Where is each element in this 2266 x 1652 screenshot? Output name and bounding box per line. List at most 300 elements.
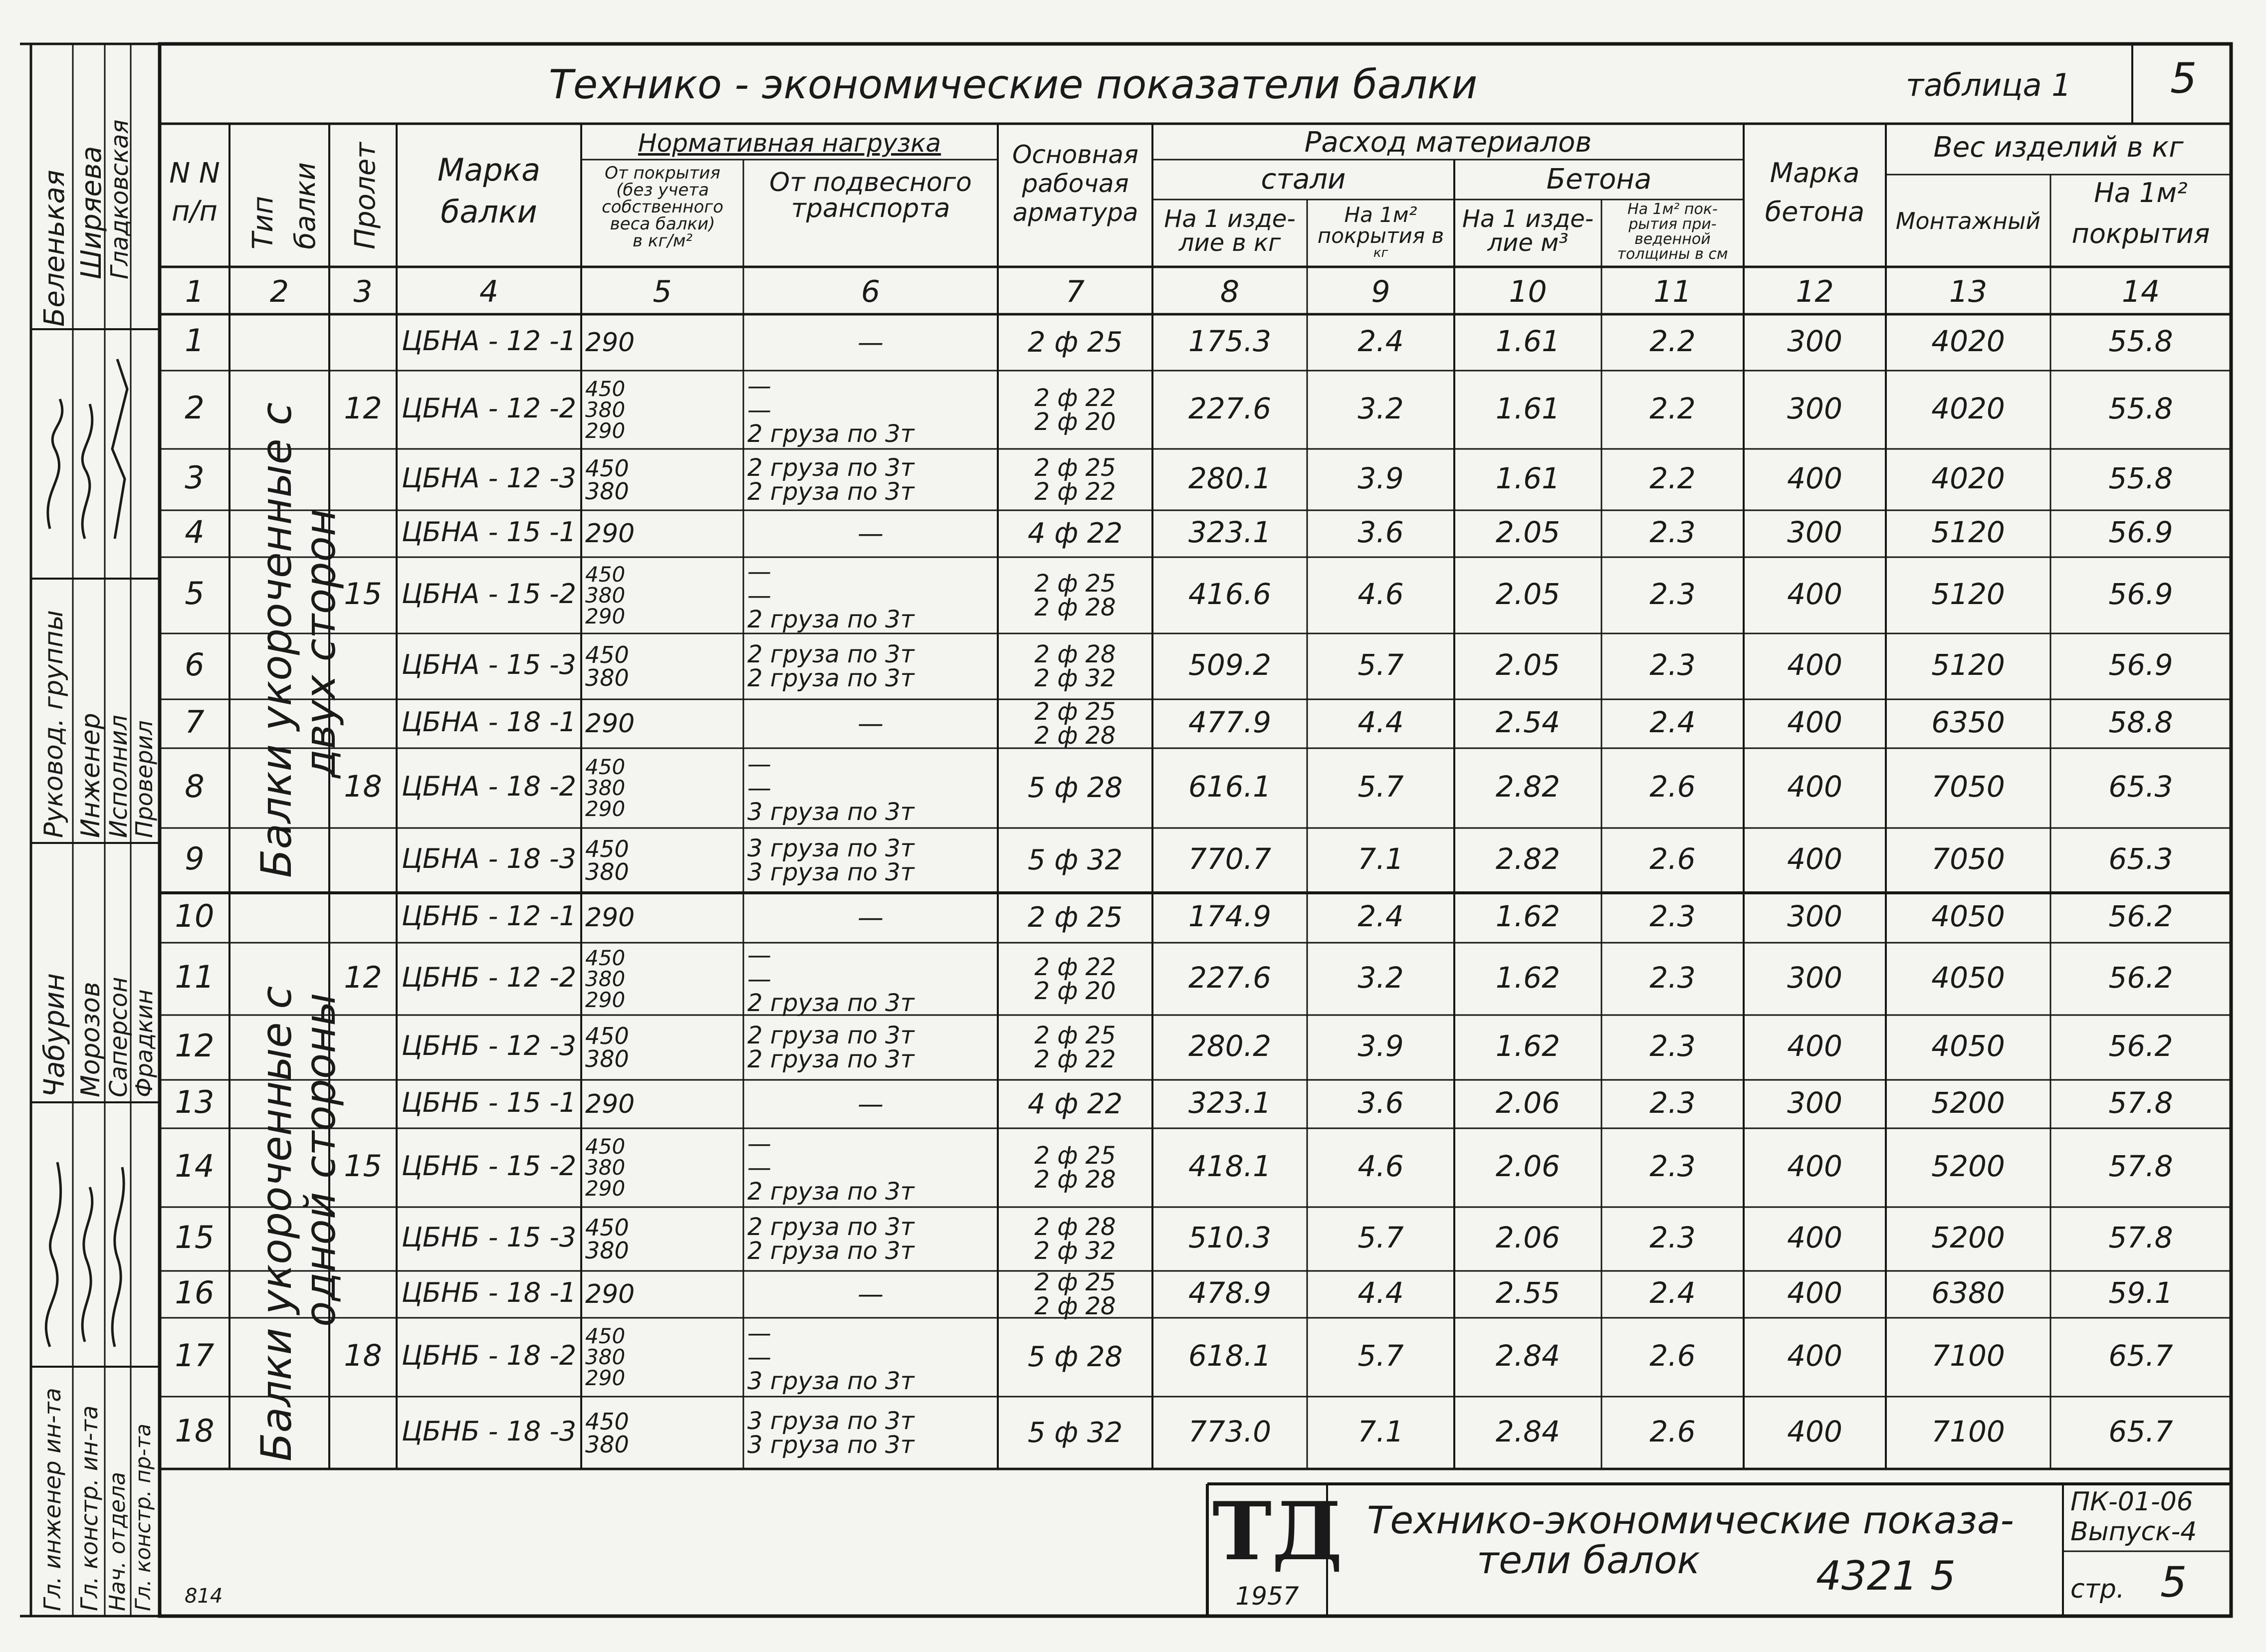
column-number-14: 14 [2121,274,2160,309]
row-rebar-line: 2 ф 25 [1027,326,1123,359]
sidebar-role-bottom-2: Гл. констр. ин-та [76,1405,103,1611]
row-rebar [1002,1131,1148,1204]
row-concrete-cm: 2.3 [1649,648,1696,682]
row-mark: ЦБНА - 18 -1 [401,706,577,738]
row-concrete-item: 1.61 [1495,391,1561,425]
row-rebar [1002,513,1148,554]
header-steel: стали [1261,163,1346,196]
table-label: таблица 1 [1906,67,2071,103]
row-transport-line: 2 груза по 3т [747,1045,914,1073]
row-load-line: 380 [585,583,626,608]
row-weight-m2: 56.2 [2108,1029,2173,1063]
signature-3 [112,359,127,539]
row-grade: 400 [1787,1339,1842,1373]
row-rebar-line: 2 ф 28 [1034,593,1116,621]
row-rebar-line: 2 ф 22 [1034,953,1116,981]
row-steel-m2: 3.6 [1358,515,1404,550]
row-transport [747,702,994,745]
row-rebar [1002,1018,1148,1077]
row-transport-line: 3 груза по 3т [747,798,914,826]
row-transport-line: 2 груза по 3т [747,1213,914,1241]
row-steel-item: 509.2 [1188,648,1272,682]
row-load-line: 380 [585,776,626,800]
row-rebar-line: 2 ф 25 [1034,1142,1116,1170]
row-number: 14 [175,1147,215,1184]
row-load [585,1131,739,1204]
row-steel-m2: 5.7 [1358,1339,1404,1373]
row-concrete-cm: 2.3 [1649,1085,1696,1120]
column-number-4: 4 [479,274,499,309]
row-weight-m2: 56.2 [2108,960,2173,995]
header-col10: На 1 изде- лие м³ [1462,205,1594,257]
row-weight-m2: 56.2 [2108,899,2173,934]
row-mount-weight: 5200 [1931,1149,2005,1184]
header-col8: На 1 изде- лие в кг [1164,205,1296,257]
row-load-line: 380 [585,858,629,885]
header-col14: На 1м² покрытия [2071,177,2210,249]
row-load [585,751,739,825]
row-load-line: 290 [585,903,635,933]
row-transport [747,896,994,940]
header-nn: N N п/п [169,157,220,227]
row-transport-line: — [747,941,771,969]
header-weight: Вес изделий в кг [1933,131,2184,164]
row-rebar-line: 2 ф 28 [1034,1166,1116,1194]
row-mark: ЦБНА - 12 -1 [401,325,577,357]
row-load-line: 380 [585,1155,626,1180]
row-concrete-item: 2.06 [1495,1085,1561,1120]
row-transport [747,831,994,890]
row-concrete-cm: 2.6 [1649,1339,1696,1373]
row-steel-item: 770.7 [1188,842,1272,876]
row-load-line: 380 [585,477,629,505]
row-mark: ЦБНА - 15 -3 [401,649,577,681]
row-steel-item: 616.1 [1188,770,1272,804]
row-span: 15 [344,576,382,612]
row-steel-item: 773.0 [1188,1414,1272,1448]
row-number: 10 [175,897,215,934]
row-weight-m2: 55.8 [2108,391,2173,425]
row-rebar-line: 2 ф 32 [1034,1237,1116,1265]
row-number: 5 [185,575,205,612]
sidebar-name-mid-2: Морозов [76,982,106,1097]
row-mount-weight: 5120 [1931,515,2005,550]
stamp-page-number: 5 [2160,1558,2187,1607]
row-transport-line: 2 груза по 3т [747,419,914,448]
row-span: 15 [344,1149,382,1184]
row-rebar-line: 2 ф 20 [1034,408,1116,436]
row-load [585,946,739,1012]
signature-1 [48,399,62,529]
row-mount-weight: 4050 [1931,1029,2005,1063]
row-concrete-cm: 2.3 [1649,1221,1696,1255]
column-number-12: 12 [1796,274,1834,309]
row-rebar-line: 4 ф 22 [1027,517,1123,550]
row-load-line: 380 [585,664,629,691]
row-load [585,317,739,368]
row-load [585,1083,739,1125]
row-load-line: 450 [585,835,629,862]
row-concrete-cm: 2.6 [1649,842,1696,876]
row-load-line: 290 [585,797,626,821]
row-grade: 400 [1787,770,1842,804]
row-rebar [1002,698,1148,750]
row-transport [747,1274,994,1315]
header-col5: От покрытия (без учета собственного веса балки) в кг/м² [602,163,723,251]
row-concrete-item: 2.05 [1495,577,1561,611]
row-steel-m2: 4.4 [1358,705,1404,740]
row-grade: 400 [1787,1221,1842,1255]
row-transport-line: 3 груза по 3т [747,858,914,886]
row-load [585,560,739,630]
row-grade: 300 [1787,899,1842,934]
row-grade: 300 [1787,391,1842,425]
row-mark: ЦБНБ - 12 -1 [401,900,577,932]
row-rebar-line: 2 ф 25 [1034,1022,1116,1049]
row-steel-m2: 3.2 [1358,391,1404,425]
row-transport [747,1018,994,1077]
row-load-line: 380 [585,1237,629,1264]
row-mark: ЦБНБ - 18 -3 [401,1415,577,1447]
row-steel-m2: 5.7 [1358,648,1404,682]
row-rebar [1002,452,1148,507]
row-steel-item: 618.1 [1188,1339,1272,1373]
row-load-line: 450 [585,945,626,970]
row-mark: ЦБНБ - 18 -2 [401,1340,577,1372]
row-load-line: 450 [585,1324,626,1348]
row-rebar [1002,317,1148,368]
row-mark: ЦБНА - 12 -3 [401,462,577,494]
sidebar-name-3: Гладковская [106,119,134,279]
row-transport-line: 3 груза по 3т [747,834,914,862]
row-mount-weight: 5200 [1931,1221,2005,1255]
row-mark: ЦБНБ - 18 -1 [401,1277,577,1309]
row-span: 18 [344,769,382,804]
header-type: Тип [247,196,279,249]
row-transport-line: — [747,1130,771,1158]
row-concrete-cm: 2.3 [1649,1149,1696,1184]
row-rebar [1002,560,1148,630]
row-concrete-item: 1.61 [1495,461,1561,495]
row-number: 16 [175,1274,215,1311]
row-load [585,1018,739,1077]
row-rebar-line: 2 ф 28 [1034,1213,1116,1241]
row-concrete-cm: 2.3 [1649,1029,1696,1063]
row-transport-line: 2 груза по 3т [747,989,914,1017]
row-rebar [1002,751,1148,825]
row-rebar-line: 2 ф 32 [1034,664,1116,692]
row-weight-m2: 65.3 [2108,842,2173,876]
row-transport-line: 2 груза по 3т [747,477,914,506]
row-concrete-item: 2.06 [1495,1149,1561,1184]
row-transport-line: 2 груза по 3т [747,1178,914,1206]
row-transport-line: 2 груза по 3т [747,1022,914,1049]
row-mount-weight: 6350 [1931,705,2005,740]
row-transport [747,1210,994,1268]
row-rebar-line: 4 ф 22 [1027,1087,1123,1120]
row-load [585,452,739,507]
sidebar-role-bottom-4: Гл. констр. пр-та [131,1424,155,1611]
row-transport-line: 2 груза по 3т [747,640,914,668]
row-number: 6 [185,646,205,683]
row-rebar-line: 2 ф 22 [1034,384,1116,412]
row-mount-weight: 4050 [1931,960,2005,995]
row-steel-item: 418.1 [1188,1149,1272,1184]
row-load-line: 290 [585,604,626,628]
row-number: 7 [185,703,205,740]
row-weight-m2: 57.8 [2108,1221,2173,1255]
row-grade: 300 [1787,960,1842,995]
row-mark: ЦБНБ - 12 -2 [401,961,577,993]
row-transport [747,941,994,1017]
row-rebar [1002,896,1148,940]
stamp-title-line2: тели балок [1477,1538,1700,1582]
row-concrete-item: 2.84 [1495,1339,1561,1373]
sidebar-role-2: Инженер [76,713,106,838]
row-mark: ЦБНБ - 15 -2 [401,1150,577,1182]
row-rebar-line: 2 ф 28 [1034,640,1116,668]
row-rebar-line: 5 ф 32 [1027,1416,1123,1449]
header-mark: Марка балки [437,152,541,230]
row-steel-m2: 4.6 [1358,577,1404,611]
sidebar-name-mid-3: Саперсон [105,977,133,1097]
row-rebar-line: 2 ф 20 [1034,977,1116,1005]
column-number-8: 8 [1220,274,1240,309]
header-materials: Расход материалов [1304,126,1592,159]
row-load-line: 450 [585,376,626,401]
row-grade: 400 [1787,705,1842,740]
row-number: 15 [175,1219,215,1255]
row-transport-line: — [858,709,884,739]
row-concrete-item: 2.54 [1495,705,1561,740]
row-rebar-line: 5 ф 32 [1027,844,1123,876]
row-transport-line: — [858,1089,884,1119]
row-transport [747,1321,994,1394]
row-rebar-line: 2 ф 22 [1034,1045,1116,1073]
row-transport-line: — [858,1279,884,1309]
row-steel-m2: 2.4 [1358,324,1404,358]
row-mount-weight: 4050 [1931,899,2005,934]
row-number: 3 [185,459,205,496]
sidebar-role-bottom-1: Гл. инженер ин-та [39,1388,66,1611]
row-transport-line: — [747,581,771,610]
row-rebar [1002,1321,1148,1394]
row-concrete-cm: 2.4 [1649,705,1696,740]
row-mount-weight: 5200 [1931,1085,2005,1120]
row-number: 11 [175,959,215,996]
row-rebar [1002,831,1148,890]
row-mark: ЦБНА - 15 -2 [401,578,577,610]
header-col6: От подвесного транспорта [769,168,972,223]
row-rebar [1002,374,1148,446]
row-transport-line: — [747,1319,771,1347]
row-load-line: 290 [585,418,626,443]
row-load-line: 290 [585,327,635,358]
row-transport-line: — [858,327,884,358]
row-number: 18 [175,1413,215,1449]
row-steel-m2: 3.6 [1358,1085,1404,1120]
row-transport-line: — [747,774,771,802]
row-mark: ЦБНА - 18 -2 [401,771,577,803]
row-grade: 300 [1787,515,1842,550]
row-steel-item: 510.3 [1188,1221,1272,1255]
row-steel-item: 227.6 [1188,391,1272,425]
row-rebar-line: 2 ф 28 [1034,722,1116,750]
row-transport [747,317,994,368]
table-title: Технико - экономические показатели балки [549,61,1478,108]
row-span: 18 [344,1338,382,1373]
row-steel-m2: 7.1 [1358,842,1404,876]
row-weight-m2: 65.7 [2108,1414,2173,1448]
row-mount-weight: 5120 [1931,577,2005,611]
row-load [585,831,739,890]
row-transport [747,636,994,696]
row-concrete-item: 2.05 [1495,648,1561,682]
row-load-line: 380 [585,1045,629,1072]
row-concrete-item: 2.82 [1495,842,1561,876]
row-load-line: 450 [585,1408,629,1435]
row-transport-line: 3 груза по 3т [747,1431,914,1459]
row-mark: ЦБНА - 18 -3 [401,843,577,875]
row-load-line: 380 [585,397,626,422]
row-concrete-item: 1.62 [1495,1029,1561,1063]
row-steel-m2: 4.6 [1358,1149,1404,1184]
group-label-a-line2: двух сторон [296,509,345,778]
row-concrete-item: 2.82 [1495,770,1561,804]
row-rebar-line: 5 ф 28 [1027,1341,1123,1373]
row-transport-line: 2 груза по 3т [747,1237,914,1265]
row-number: 13 [175,1084,215,1121]
signature-5 [82,1187,92,1342]
row-mount-weight: 7050 [1931,770,2005,804]
row-mark: ЦБНБ - 15 -3 [401,1222,577,1253]
row-transport-line: — [747,372,771,400]
row-mount-weight: 4020 [1931,461,2005,495]
row-steel-m2: 5.7 [1358,1221,1404,1255]
stamp-title-line1: Технико-экономические показа- [1367,1498,2014,1542]
row-rebar [1002,636,1148,696]
row-steel-item: 416.6 [1188,577,1272,611]
row-number: 9 [185,840,205,877]
sidebar-role-4: Проверил [131,720,158,838]
sidebar-name-mid-4: Фрадкин [131,989,158,1097]
row-steel-item: 227.6 [1188,960,1272,995]
row-steel-item: 477.9 [1188,705,1272,740]
header-type-2: балки [289,162,322,249]
row-concrete-item: 2.55 [1495,1276,1561,1310]
group-label-a-line1: Балки укороченные с [252,402,301,878]
group-label-b-line1: Балки укороченные с [252,986,301,1461]
row-grade: 300 [1787,1085,1842,1120]
row-rebar [1002,1400,1148,1466]
sidebar-role-1: Руковод. группы [39,610,69,838]
row-mount-weight: 4020 [1931,391,2005,425]
row-load-line: 450 [585,1214,629,1241]
row-concrete-item: 1.61 [1495,324,1561,358]
group-label-b-line2: одной стороны [296,993,345,1327]
column-number-1: 1 [185,274,205,309]
row-concrete-cm: 2.3 [1649,515,1696,550]
row-concrete-item: 2.06 [1495,1221,1561,1255]
row-concrete-cm: 2.6 [1649,1414,1696,1448]
row-load-line: 380 [585,1345,626,1369]
row-number: 12 [175,1027,215,1064]
row-weight-m2: 56.9 [2108,515,2173,550]
row-steel-m2: 2.4 [1358,899,1404,934]
row-grade: 400 [1787,1029,1842,1063]
row-concrete-cm: 2.4 [1649,1276,1696,1310]
row-steel-m2: 4.4 [1358,1276,1404,1310]
row-transport-line: 3 груза по 3т [747,1367,914,1395]
row-grade: 400 [1787,577,1842,611]
row-rebar [1002,1268,1148,1320]
header-span: Пролет [349,142,382,249]
row-transport-line: — [747,396,771,424]
row-weight-m2: 57.8 [2108,1085,2173,1120]
row-load-line: 380 [585,1431,629,1458]
header-col12: Марка бетона [1765,157,1865,227]
row-rebar-line: 5 ф 28 [1027,772,1123,804]
row-mark: ЦБНА - 15 -1 [401,516,577,548]
row-grade: 400 [1787,461,1842,495]
row-transport-line: — [747,557,771,586]
row-steel-item: 175.3 [1188,324,1272,358]
row-concrete-cm: 2.3 [1649,899,1696,934]
column-number-3: 3 [353,274,373,309]
row-load-line: 290 [585,709,635,739]
row-grade: 400 [1787,1276,1842,1310]
row-transport-line: 2 груза по 3т [747,453,914,482]
row-weight-m2: 58.8 [2108,705,2173,740]
sidebar-name-1: Беленькая [38,170,71,327]
row-number: 4 [185,513,205,550]
column-number-2: 2 [269,274,289,309]
row-load [585,1321,739,1394]
row-load [585,374,739,446]
row-transport [747,452,994,507]
row-load-line: 450 [585,641,629,668]
row-load [585,636,739,696]
row-load [585,1400,739,1466]
row-load [585,1274,739,1315]
row-transport [747,1400,994,1466]
row-rebar [1002,1083,1148,1125]
row-span: 12 [344,960,382,995]
row-steel-item: 323.1 [1188,515,1272,550]
row-mount-weight: 7050 [1931,842,2005,876]
row-mark: ЦБНА - 12 -2 [401,392,577,424]
row-load [585,702,739,745]
row-concrete-item: 1.62 [1495,960,1561,995]
row-mount-weight: 7100 [1931,1414,2005,1448]
row-concrete-cm: 2.6 [1649,770,1696,804]
row-load-line: 450 [585,755,626,779]
row-rebar [1002,946,1148,1012]
signature-6 [112,1167,124,1347]
row-transport-line: 2 груза по 3т [747,605,914,633]
row-steel-item: 478.9 [1188,1276,1272,1310]
sidebar-name-mid-1: Чабурин [38,973,71,1097]
corner-note: 814 [185,1585,223,1608]
row-load-line: 450 [585,454,629,482]
row-weight-m2: 59.1 [2108,1276,2173,1310]
row-number: 8 [185,768,205,805]
row-transport [747,1083,994,1125]
column-number-6: 6 [861,274,881,309]
stamp-archive-number: 4321 5 [1816,1553,1956,1599]
row-rebar-line: 2 ф 25 [1034,453,1116,482]
row-steel-m2: 5.7 [1358,770,1404,804]
